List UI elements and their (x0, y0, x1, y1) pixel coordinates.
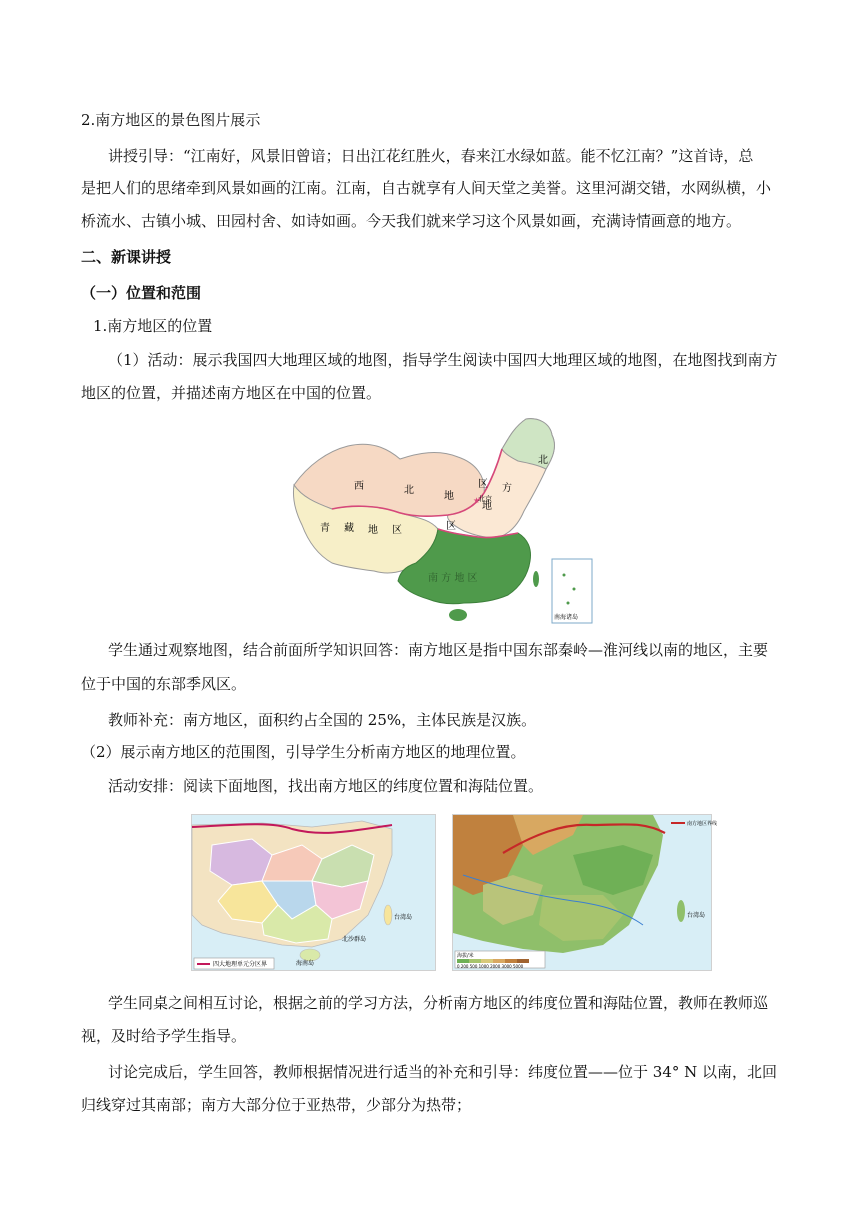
paragraph-conclusion-line2: 归线穿过其南部；南方大部分位于亚热带，少部分为热带； (81, 1096, 472, 1114)
subheading-south-location: 1.南方地区的位置 (93, 317, 213, 335)
label-xi: 西 (354, 481, 364, 492)
label-di1: 地 (444, 491, 454, 502)
paragraph-intro-line2: 是把人们的思绪牵到风景如画的江南。江南，自古就享有人间天堂之美誉。这里河湖交错，水网纵横，小 (81, 179, 772, 197)
elevation-legend-title: 海拔/米 (457, 953, 474, 959)
elev-swatch-4 (493, 959, 505, 963)
label-di3: 地 (368, 525, 378, 536)
paragraph-intro-line3: 桥流水、古镇小城、田园村舍、如诗如画。今天我们就来学习这个风景如画，充满诗情画意的地方。 (81, 212, 742, 230)
label-hainan: 海南岛 (296, 960, 315, 967)
taiwan-island-shape (384, 905, 392, 925)
label-nanfang: 南 方 地 区 (428, 573, 478, 584)
label-beijing: 北京 (478, 495, 492, 503)
taiwan-island (533, 571, 539, 587)
paragraph-activity-line2: 地区的位置，并描述南方地区在中国的位置。 (81, 384, 382, 402)
label-taiwan-topo: 台湾岛 (687, 912, 706, 919)
label-bei1: 北 (404, 485, 414, 496)
paragraph-discussion-line2: 视，及时给予学生指导。 (81, 1027, 247, 1045)
label-fang: 方 (502, 483, 512, 494)
legend-label: 四大地理单元分区界 (213, 961, 268, 968)
elev-swatch-3 (481, 959, 493, 963)
label-beisha: 北沙群岛 (342, 936, 367, 943)
label-qu3: 区 (392, 525, 402, 536)
inset-island-2 (573, 588, 576, 591)
paragraph-discussion-line1: 学生同桌之间相互讨论，根据之前的学习方法，分析南方地区的纬度位置和海陆位置，教师在教师巡 (108, 994, 769, 1012)
paragraph-show-scope-map: （2）展示南方地区的范围图，引导学生分析南方地区的地理位置。 (81, 743, 526, 761)
beijing-star-icon: ★ (473, 496, 481, 505)
paragraph-answer-line1: 学生通过观察地图，结合前面所学知识回答：南方地区是指中国东部秦岭—淮河线以南的地区，主要 (108, 641, 769, 659)
south-topographic-map (452, 814, 718, 971)
china-map-svg (288, 413, 596, 628)
south-provinces-map (191, 814, 436, 971)
elev-swatch-1 (457, 959, 469, 963)
paragraph-answer-line2: 位于中国的东部季风区。 (81, 675, 247, 693)
elev-swatch-2 (469, 959, 481, 963)
paragraph-conclusion-line1: 讨论完成后，学生回答，教师根据情况进行适当的补充和引导：纬度位置——位于 34° N 以南，北回 (108, 1063, 778, 1081)
china-four-regions-map (288, 413, 596, 628)
paragraph-activity-arrangement: 活动安排：阅读下面地图，找出南方地区的纬度位置和海陆位置。 (108, 777, 544, 795)
label-inset: 南海诸岛 (554, 614, 579, 621)
label-qu-ne: 区 (446, 521, 456, 532)
elevation-ticks: 0 200 500 1000 2000 3000 5000 (457, 964, 524, 969)
inset-island-3 (567, 602, 570, 605)
provinces-map-svg (192, 815, 435, 970)
paragraph-activity-line1: （1）活动：展示我国四大地理区域的地图，指导学生阅读中国四大地理区域的地图，在地图找到南方 (108, 351, 778, 369)
elev-swatch-6 (517, 959, 529, 963)
heading-location-scope: （一）位置和范围 (81, 284, 202, 302)
label-bei-ne: 北 (538, 455, 548, 466)
elev-swatch-5 (505, 959, 517, 963)
label-zang: 藏 (344, 523, 354, 534)
paragraph-intro-line1: 讲授引导：“江南好，风景旧曾谙；日出江花红胜火，春来江水绿如蓝。能不忆江南？”这首诗，总 (108, 147, 754, 165)
label-taiwan: 台湾岛 (394, 914, 413, 921)
label-di-ne: 地 (482, 501, 492, 512)
inset-island-1 (563, 574, 566, 577)
heading-new-lesson: 二、新课讲授 (81, 248, 172, 266)
section-subtitle-scenery: 2.南方地区的景色图片展示 (81, 111, 261, 129)
taiwan-island-topo (677, 900, 685, 922)
paragraph-teacher-supplement: 教师补充：南方地区，面积约占全国的 25%，主体民族是汉族。 (108, 711, 537, 729)
topo-map-svg (453, 815, 718, 970)
label-qing: 青 (320, 523, 330, 534)
hainan-island (449, 609, 467, 621)
scale-label: 南方地区界线 (687, 821, 718, 827)
label-qu-north: 区 (478, 479, 488, 490)
